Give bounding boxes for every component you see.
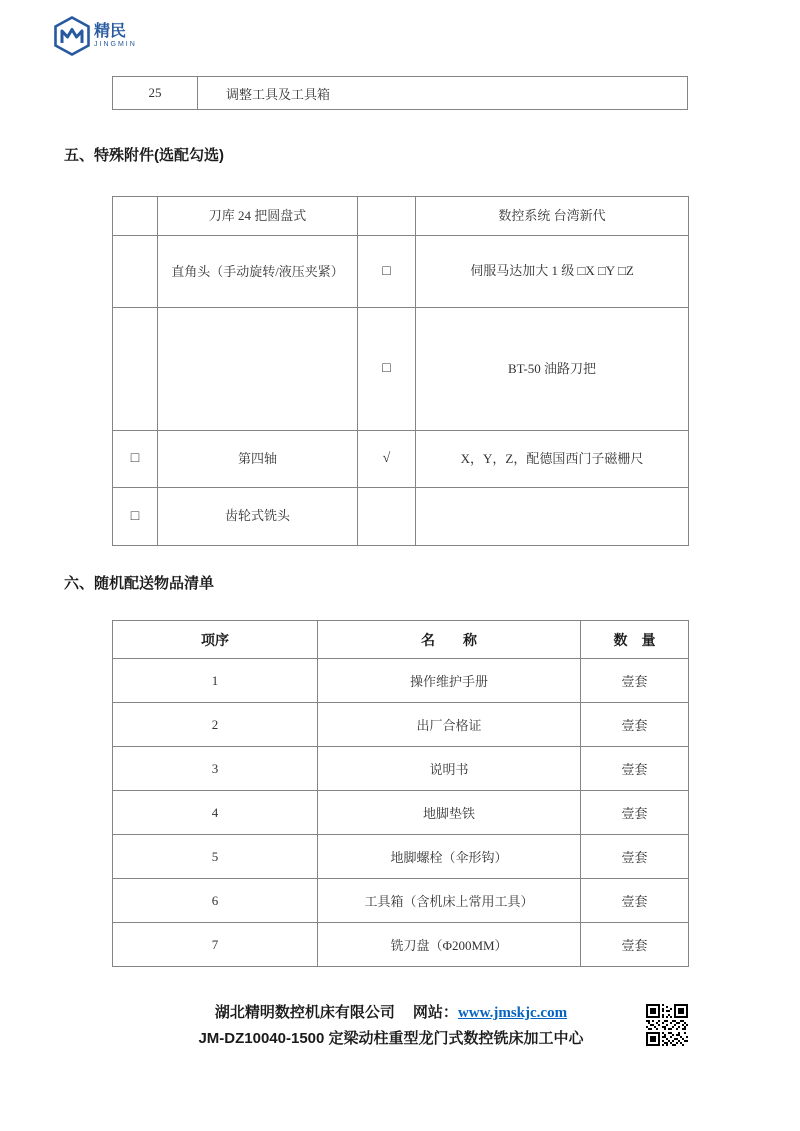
checkbox-left-cell: □ [113, 431, 158, 488]
delivery-items-table [112, 620, 689, 967]
checkbox-left-cell [113, 197, 158, 236]
table-row [113, 308, 689, 431]
item-name-cell: 出厂合格证 [318, 703, 581, 747]
table-row [113, 77, 688, 110]
special-accessories-table [112, 196, 689, 546]
company-name: 湖北精明数控机床有限公司 [214, 1004, 395, 1021]
website-link[interactable]: www.jmskjc.com [457, 1005, 568, 1021]
item-name-cell: 工具箱（含机床上常用工具） [318, 879, 581, 923]
item-qty-cell: 壹套 [581, 879, 689, 923]
checkbox-right-cell [358, 197, 416, 236]
logo-hexagon-icon [54, 16, 90, 56]
item-qty-cell: 壹套 [581, 791, 689, 835]
item-label-cell: 调整工具及工具箱 [198, 77, 688, 110]
section5-title: 五、特殊附件(选配勾选) [64, 147, 224, 164]
section6-title: 六、随机配送物品清单 [64, 575, 215, 592]
item-index-cell: 6 [113, 879, 318, 923]
option-left-cell: 刀库 24 把圆盘式 [158, 197, 358, 236]
item-name-cell: 地脚螺栓（伞形钩） [318, 835, 581, 879]
table-row [113, 431, 689, 488]
logo-subname: JINGMIN [94, 40, 137, 48]
item-name-cell: 铣刀盘（Φ200MM） [318, 923, 581, 967]
table-row [113, 835, 689, 879]
col-header-index: 项序 [113, 621, 318, 659]
item-name-cell: 操作维护手册 [318, 659, 581, 703]
logo-name: 精民 [94, 23, 127, 41]
table-header-row [113, 621, 689, 659]
logo-text [94, 23, 137, 48]
product-model-line: JM-DZ10040-1500 定梁动柱重型龙门式数控铣床加工中心 [198, 1030, 584, 1047]
item-index-cell: 25 [113, 77, 198, 110]
table-row [113, 703, 689, 747]
table-row [113, 791, 689, 835]
item-index-cell: 7 [113, 923, 318, 967]
table-row [113, 879, 689, 923]
table-row [113, 236, 689, 308]
item-qty-cell: 壹套 [581, 747, 689, 791]
table-row [113, 197, 689, 236]
item-index-cell: 4 [113, 791, 318, 835]
option-left-cell [158, 308, 358, 431]
continuation-table [112, 76, 688, 110]
qr-code [646, 1004, 688, 1046]
company-logo [54, 16, 137, 56]
item-qty-cell: 壹套 [581, 835, 689, 879]
item-qty-cell: 壹套 [581, 659, 689, 703]
website-label: 网站： [412, 1004, 458, 1021]
option-right-cell [416, 488, 689, 546]
checkbox-left-cell: □ [113, 488, 158, 546]
item-index-cell: 3 [113, 747, 318, 791]
table-row [113, 488, 689, 546]
option-right-cell: BT-50 油路刀把 [416, 308, 689, 431]
table-row [113, 659, 689, 703]
item-qty-cell: 壹套 [581, 703, 689, 747]
item-name-cell: 地脚垫铁 [318, 791, 581, 835]
item-index-cell: 5 [113, 835, 318, 879]
checkbox-right-cell: □ [358, 308, 416, 431]
table-row [113, 923, 689, 967]
item-index-cell: 1 [113, 659, 318, 703]
table-row [113, 747, 689, 791]
checkbox-left-cell [113, 308, 158, 431]
checkbox-left-cell [113, 236, 158, 308]
item-qty-cell: 壹套 [581, 923, 689, 967]
option-right-cell: X，Y，Z，配德国西门子磁栅尺 [416, 431, 689, 488]
option-left-cell: 直角头（手动旋转/液压夹紧） [158, 236, 358, 308]
col-header-name: 名 称 [318, 621, 581, 659]
item-index-cell: 2 [113, 703, 318, 747]
option-left-cell: 第四轴 [158, 431, 358, 488]
option-right-cell: 数控系统 台湾新代 [416, 197, 689, 236]
option-right-cell: 伺服马达加大 1 级 □X □Y □Z [416, 236, 689, 308]
checkbox-right-cell: □ [358, 236, 416, 308]
col-header-qty: 数 量 [581, 621, 689, 659]
checkbox-right-cell [358, 488, 416, 546]
option-left-cell: 齿轮式铣头 [158, 488, 358, 546]
checkmark-cell: √ [358, 431, 416, 488]
item-name-cell: 说明书 [318, 747, 581, 791]
